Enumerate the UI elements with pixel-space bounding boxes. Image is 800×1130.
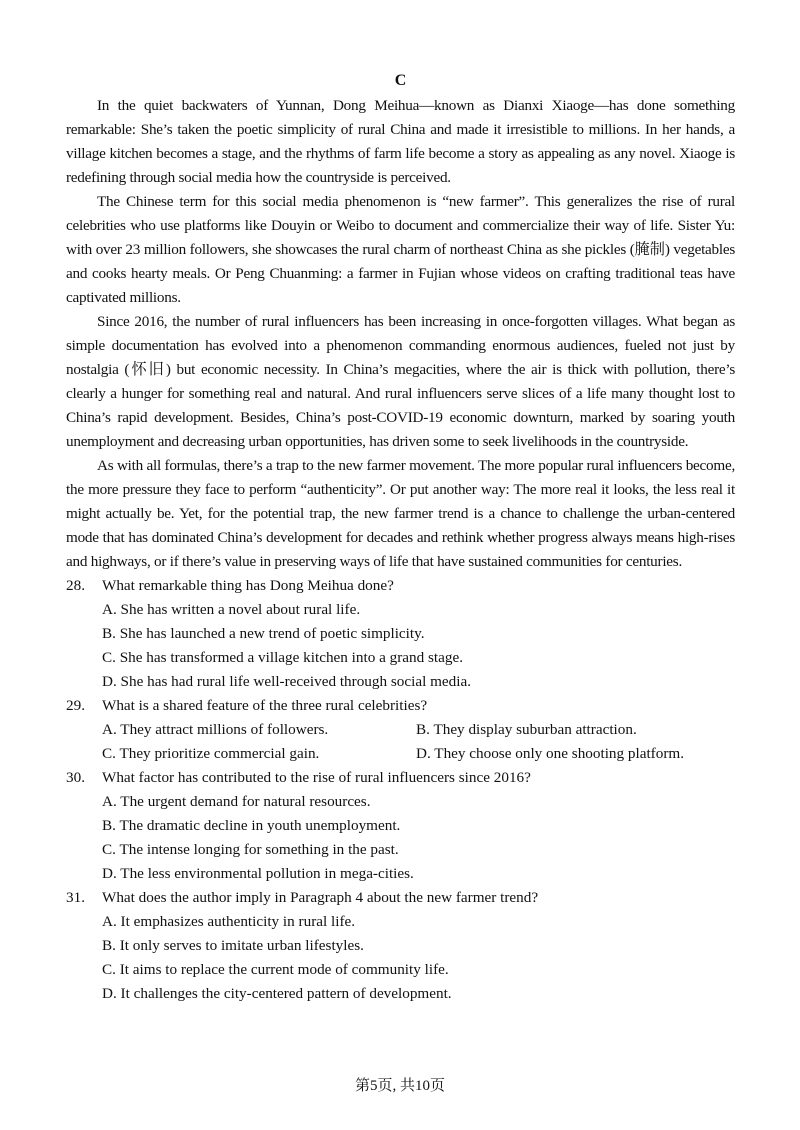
option-b: B. She has launched a new trend of poetic simplicity. — [102, 625, 425, 642]
exam-page — [66, 70, 735, 1006]
option-c: C. They prioritize commercial gain. — [102, 745, 320, 762]
passage-paragraph-4: As with all formulas, there’s a trap to the new farmer movement. The more popular rural influencers become, the more pressure they face to perform “authenticity”. Or put another way: The more real it looks, the less real it might actually be. Yet, for the potential trap, the new farmer trend is a chance to challenge the urban-centered mode that has dominated China’s development for decades and rethink whether progress always means high-rises and highways, or if there’s value in preserving ways of life that have sustained communities for centuries. — [66, 457, 735, 570]
question-28 — [66, 574, 735, 694]
passage-paragraph-3: Since 2016, the number of rural influencers has been increasing in once-forgotten villages. What began as simple documentation has evolved into a phenomenon commanding enormous audiences, fueled not just by nostalgia (怀旧) but economic necessity. In China’s megacities, where the air is thick with pollution, there’s clearly a hunger for something real and natural. And rural influencers serve slices of a life many thought lost to China’s rapid development. Besides, China’s post-COVID-19 economic downturn, marked by soaring youth unemployment and decreasing urban opportunities, has driven some to seek livelihoods in the countryside. — [66, 313, 735, 450]
option-b: B. It only serves to imitate urban lifestyles. — [102, 937, 364, 954]
option-a: A. They attract millions of followers. — [102, 721, 329, 738]
passage-paragraph-2: The Chinese term for this social media phenomenon is “new farmer”. This generalizes the rise of rural celebrities who use platforms like Douyin or Weibo to document and commercialize their way of life. Sister Yu: with over 23 million followers, she showcases the rural charm of northeast China as she pickles (腌制) vegetables and cooks hearty meals. Or Peng Chuanming: a farmer in Fujian whose videos on crafting traditional teas have captivated millions. — [66, 193, 735, 306]
option-d: D. They choose only one shooting platform. — [416, 745, 684, 762]
section-title: C — [394, 72, 407, 89]
option-a: A. She has written a novel about rural life. — [102, 601, 361, 618]
option-b: B. They display suburban attraction. — [416, 721, 637, 738]
option-c: C. The intense longing for something in the past. — [102, 841, 399, 858]
option-c: C. She has transformed a village kitchen into a grand stage. — [102, 649, 464, 666]
question-number: 28. — [66, 577, 85, 594]
question-number: 31. — [66, 889, 85, 906]
question-31 — [66, 886, 735, 1006]
question-29 — [66, 694, 735, 766]
question-number: 29. — [66, 697, 85, 714]
option-d: D. The less environmental pollution in mega-cities. — [102, 865, 414, 882]
question-30 — [66, 766, 735, 886]
option-d: D. It challenges the city-centered pattern of development. — [102, 985, 452, 1002]
question-stem: What remarkable thing has Dong Meihua done? — [102, 577, 394, 594]
option-a: A. It emphasizes authenticity in rural life. — [102, 913, 356, 930]
question-stem: What is a shared feature of the three rural celebrities? — [102, 697, 428, 714]
option-d: D. She has had rural life well-received through social media. — [102, 673, 472, 690]
passage-paragraph-1: In the quiet backwaters of Yunnan, Dong Meihua—known as Dianxi Xiaoge—has done something remarkable: She’s taken the poetic simplicity of rural China and made it irresistible to millions. In her hands, a village kitchen becomes a stage, and the rhythms of farm life become a story as appealing as any novel. Xiaoge is redefining through social media how the countryside is perceived. — [66, 97, 735, 186]
page-footer: 第5页, 共10页 — [354, 1078, 445, 1094]
question-stem: What factor has contributed to the rise of rural influencers since 2016? — [102, 769, 531, 786]
question-stem: What does the author imply in Paragraph 4 about the new farmer trend? — [102, 889, 539, 906]
question-number: 30. — [66, 769, 85, 786]
option-b: B. The dramatic decline in youth unemployment. — [102, 817, 401, 834]
reading-passage — [66, 94, 735, 574]
option-a: A. The urgent demand for natural resources. — [102, 793, 371, 810]
option-c: C. It aims to replace the current mode of community life. — [102, 961, 449, 978]
